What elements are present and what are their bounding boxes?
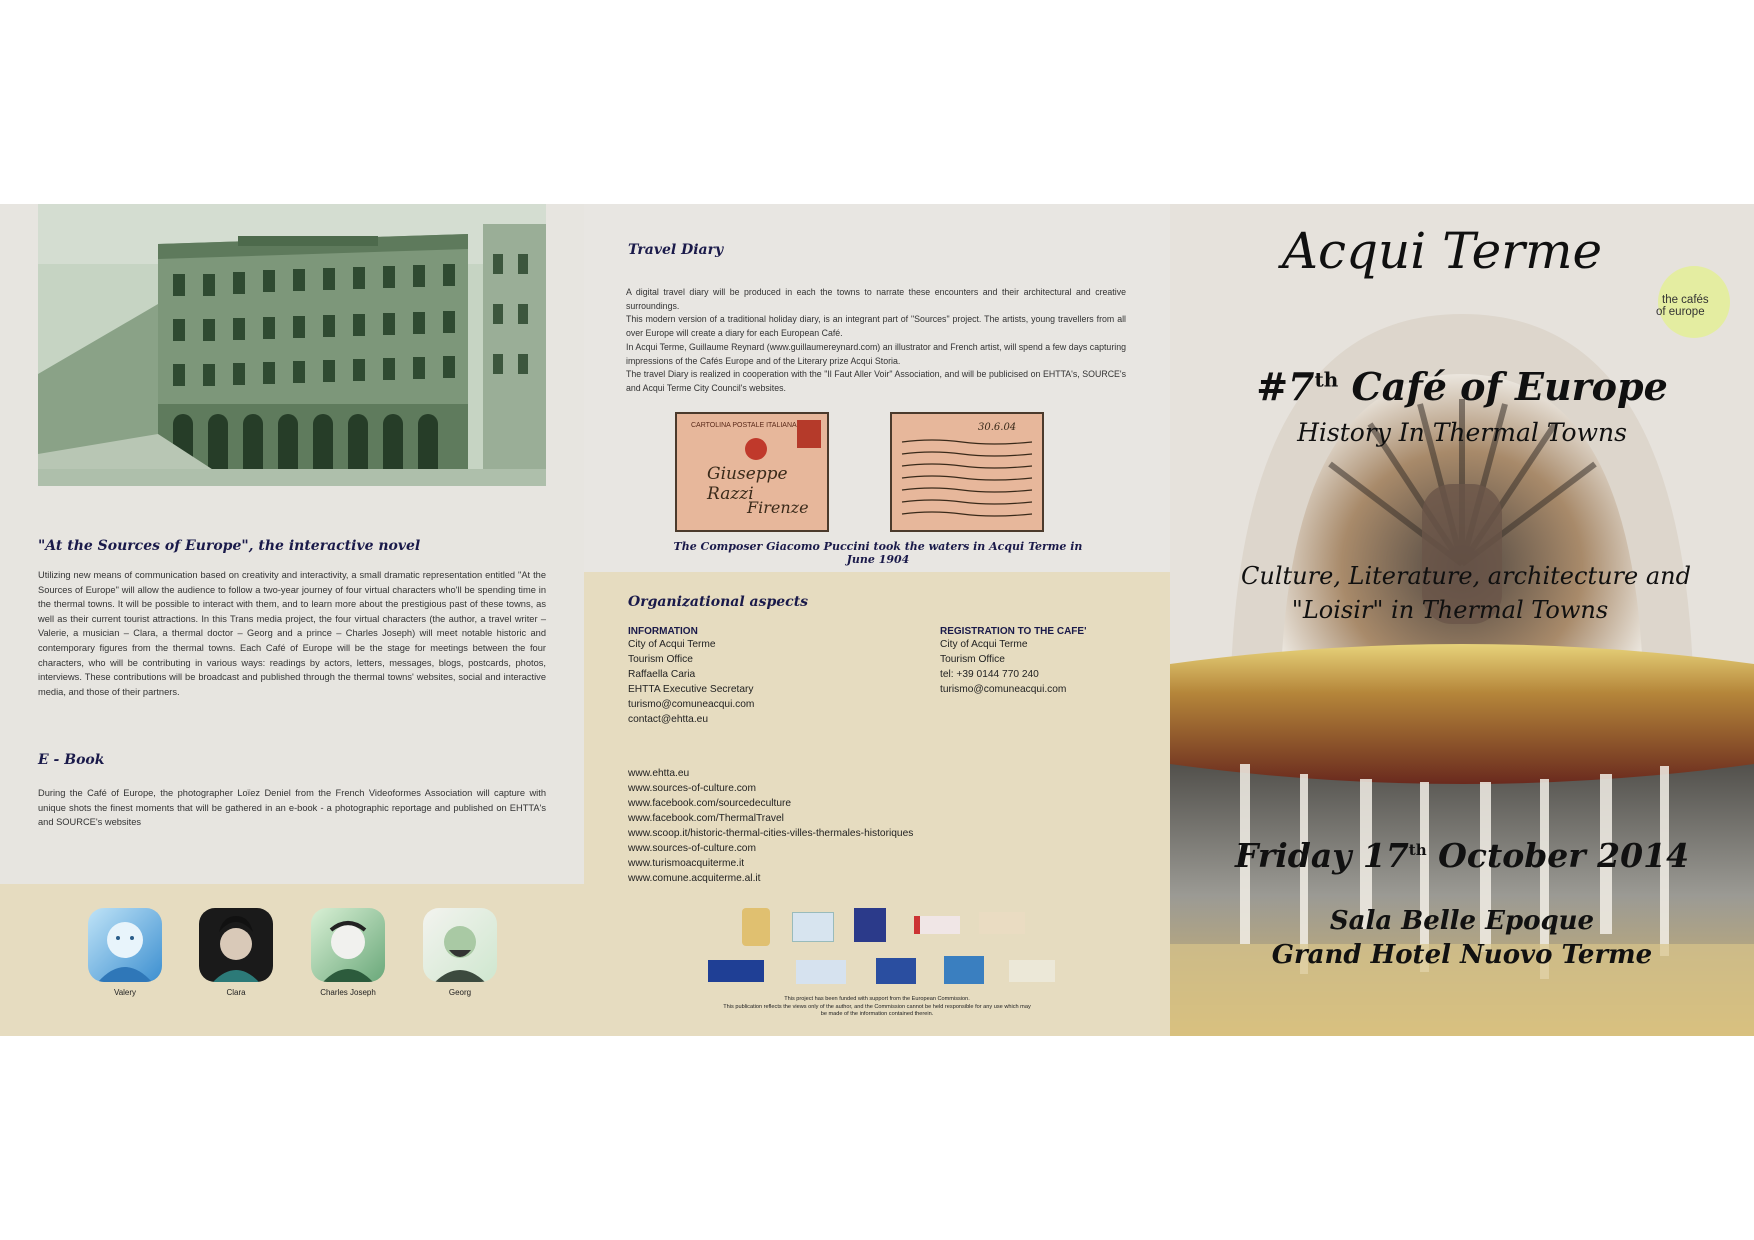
website-link[interactable]: www.turismoacquiterme.it: [628, 858, 745, 869]
character-name-clara: Clara: [226, 988, 246, 997]
provincia-logo: [979, 912, 1025, 934]
event-date: [1170, 836, 1754, 875]
city-title: Acqui Terme: [1281, 222, 1603, 280]
disclaimer-line: This project has been funded with support from the European Commission.: [784, 996, 970, 1002]
venue-line-2: Grand Hotel Nuovo Terme: [1271, 940, 1653, 970]
acqui-crest-logo: [742, 908, 770, 946]
cafes-of-europe-logo: [1638, 266, 1738, 342]
disclaimer-line: This publication reflects the views only of the author, and the Commission cannot be held responsible for any use which may: [723, 1003, 1031, 1010]
event-number: #7: [1256, 364, 1315, 409]
eu-disclaimer: [684, 996, 1070, 1019]
info-line: Tourism Office: [628, 654, 693, 665]
information-block: [628, 626, 888, 727]
postcard-back: [890, 412, 1044, 532]
event-sup: th: [1314, 367, 1339, 392]
ebook-heading: E - Book: [38, 752, 105, 768]
avatar-georg[interactable]: [423, 908, 497, 982]
postcard-header: CARTOLINA POSTALE ITALIANA: [691, 422, 797, 429]
registration-block: [940, 626, 1160, 697]
ehtta-logo: [796, 960, 846, 984]
website-link[interactable]: www.sources-of-culture.com: [628, 783, 756, 794]
registration-title: REGISTRATION TO THE CAFE': [940, 626, 1087, 637]
middle-panel: [584, 204, 1170, 1036]
info-email-link[interactable]: turismo@comuneacqui.com: [628, 699, 755, 710]
date-prefix: Friday 17: [1234, 836, 1409, 875]
theme-line-2: "Loisir" in Thermal Towns: [1291, 596, 1609, 624]
avatar-valery[interactable]: [88, 908, 162, 982]
registration-line: City of Acqui Terme: [940, 639, 1028, 650]
postcard-front: [675, 412, 829, 532]
event-name: Café of Europe: [1351, 364, 1668, 409]
interactive-novel-body: Utilizing new means of communication based on creativity and interactivity, a small dramatic representation entitled "At the Sources of Europe" will allow the audience to follow a two-year journey of four virtual characters who'll be spending time in the thermal towns. It will be possible to interact with them, and to learn more about the prestigious past of these towns, as well as their current tourist attractions. In this Trans media project, the four virtual characters (the author, a travel writer – Valerie, a musician – Clara, a thermal doctor – Georg and a prince – Charles Joseph) will meet notable historic and contemporary figures from the thermal towns. Each Café of Europe will be the stage for meetings between the four characters, who will be contributing in various ways: readings by actors, letters, messages, blogs, postcards, photos, interviews. These contributions will be broadcast and published through the thermal towns' websites, social and interactive media, and those of their partners.: [38, 570, 546, 697]
logo-text-line1: the cafés: [1662, 294, 1709, 306]
theme-line-1: Culture, Literature, architecture and: [1241, 562, 1691, 590]
travel-diary-paragraph: The travel Diary is realized in cooperation with the "Il Faut Aller Voir" Association, and will be publicised on EHTTA's, SOURCE's and Acqui Terme City Council's websites.: [626, 369, 1126, 393]
left-panel: [0, 204, 584, 1036]
information-title: INFORMATION: [628, 626, 698, 637]
registration-line: Tourism Office: [940, 654, 1005, 665]
registration-phone: tel: +39 0144 770 240: [940, 669, 1039, 680]
ebook-body: During the Café of Europe, the photographer Loïez Deniel from the French Videoformes Association will capture with unique shots the finest moments that will be gathered in an e-book - a photographic reportage and published on EHTTA's and SOURCE's websites: [38, 788, 546, 828]
acqui-tourism-logo: [792, 912, 834, 942]
avatar-clara[interactable]: [199, 908, 273, 982]
links-list: [628, 766, 1128, 886]
postcard-city: Firenze: [747, 498, 809, 517]
venue-line-1: Sala Belle Epoque: [1329, 906, 1595, 936]
characters-strip: [0, 884, 584, 1036]
handwriting-lines: [900, 436, 1036, 526]
eu-flag-logo: [708, 960, 764, 982]
grand-hotel-photo: [38, 204, 546, 486]
website-link[interactable]: www.sources-of-culture.com: [628, 843, 756, 854]
regione-piemonte-logo: [914, 916, 960, 934]
avatar-charles-joseph[interactable]: [311, 908, 385, 982]
council-of-europe-logo: [876, 958, 916, 984]
info-line: Raffaella Caria: [628, 669, 696, 680]
travel-diary-paragraph: A digital travel diary will be produced in each the towns to narrate these encounters and their architectural and creative surroundings.: [626, 287, 1126, 311]
travel-diary-body: [626, 286, 1126, 396]
info-line: City of Acqui Terme: [628, 639, 716, 650]
character-name-valery: Valery: [113, 988, 137, 997]
website-link[interactable]: www.ehtta.eu: [628, 768, 690, 779]
postcard-name: Giuseppe Razzi: [707, 464, 788, 504]
info-email-link[interactable]: contact@ehtta.eu: [628, 714, 709, 725]
website-link[interactable]: www.facebook.com/sourcedeculture: [628, 798, 792, 809]
website-link[interactable]: www.scoop.it/historic-thermal-cities-villes-thermales-historiques: [628, 828, 914, 839]
website-link[interactable]: www.facebook.com/ThermalTravel: [628, 813, 784, 824]
info-line: EHTTA Executive Secretary: [628, 684, 754, 695]
thermal-towns-logo: [944, 956, 984, 984]
organisational-heading: Organizational aspects: [628, 594, 809, 610]
date-suffix: October 2014: [1438, 836, 1690, 875]
interactive-novel-heading: "At the Sources of Europe", the interactive novel: [38, 538, 421, 554]
postcard-date: 30.6.04: [978, 422, 1017, 433]
event-title: [1170, 364, 1754, 409]
coat-of-arms-icon: [745, 438, 767, 460]
disclaimer-line: be made of the information contained therein.: [820, 1011, 934, 1017]
travel-diary-paragraph: In Acqui Terme, Guillaume Reynard (www.guillaumereynard.com) an illustrator and French artist, will spend a few days capturing impressions of the Cafés Europe and of the Literary prize Acqui Storia.: [626, 341, 1126, 366]
premio-acqui-storia-logo: [854, 908, 886, 942]
logo-text-line2: of europe: [1656, 306, 1705, 318]
organisational-section: [584, 572, 1170, 1036]
sources-of-culture-logo: [1009, 960, 1055, 982]
character-name-georg: Georg: [448, 988, 472, 997]
website-link[interactable]: www.comune.acquiterme.al.it: [628, 873, 761, 884]
date-sup: th: [1408, 841, 1427, 859]
registration-email-link[interactable]: turismo@comuneacqui.com: [940, 684, 1067, 695]
travel-diary-heading: Travel Diary: [628, 242, 724, 258]
character-name-charles-joseph: Charles Joseph: [320, 988, 376, 997]
stamp-icon: [797, 420, 821, 448]
travel-diary-paragraph: This modern version of a traditional holiday diary, is an integrant part of "Sources" project. The artists, young travellers from all over Europe will create a diary for each European Café.: [626, 314, 1126, 339]
cover-panel: [1170, 204, 1754, 1036]
postcard-caption: The Composer Giacomo Puccini took the waters in Acqui Terme in June 1904: [673, 540, 1083, 566]
event-subtitle: History In Thermal Towns: [1297, 418, 1627, 447]
